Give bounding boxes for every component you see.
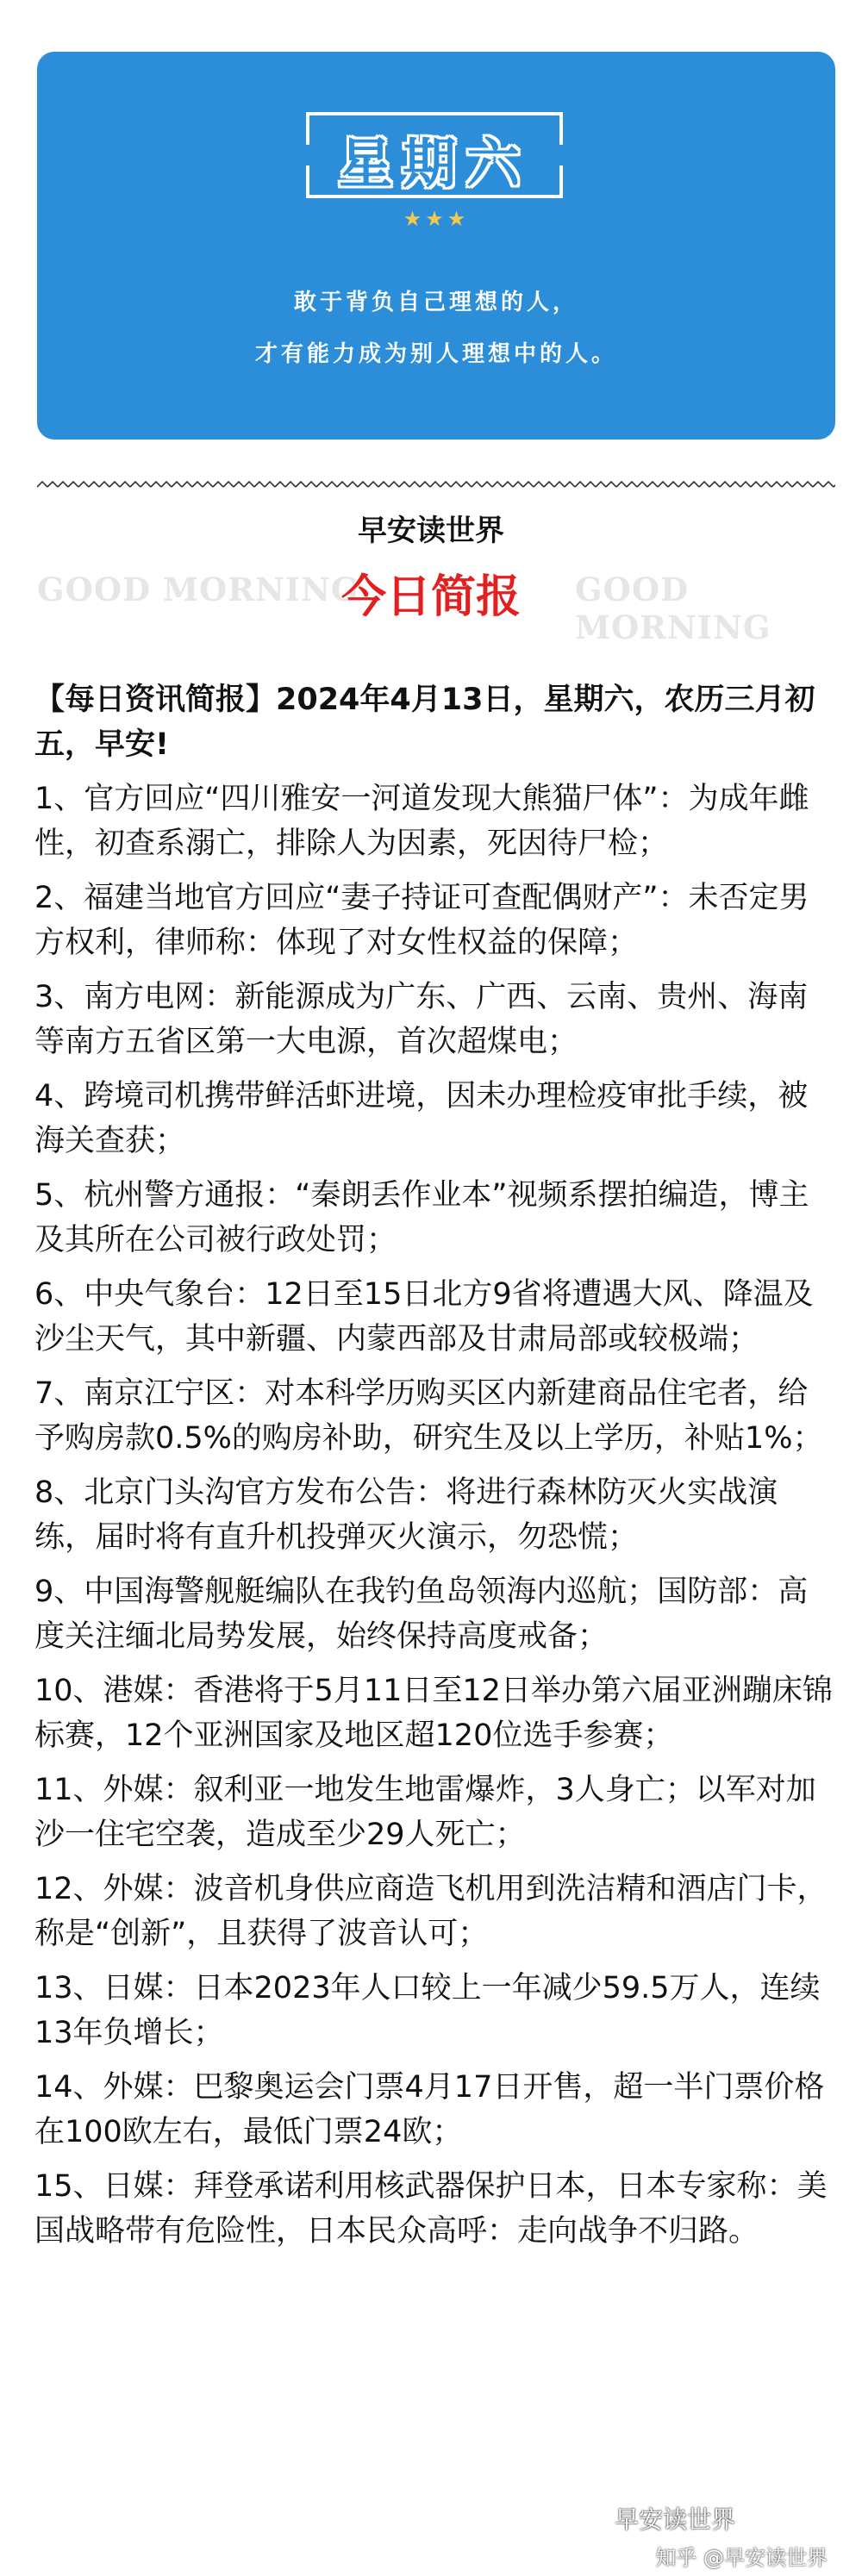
day-title-box (306, 112, 563, 198)
news-item: 14、外媒：巴黎奥运会门票4月17日开售，超一半门票价格在100欧左右，最低门票24欧； (34, 2070, 825, 2149)
news-item: 13、日媒：日本2023年人口较上一年减少59.5万人，连续13年负增长； (34, 1971, 821, 2050)
lead-paragraph: 【每日资讯简报】2024年4月13日，星期六，农历三月初五，早安! (34, 683, 815, 762)
zigzag-divider (37, 479, 835, 490)
news-item: 15、日媒：拜登承诺利用核武器保护日本，日本专家称：美国战略带有危险性，日本民众高呼：走向战争不归路。 (34, 2169, 828, 2249)
good-morning-left: GOOD MORNING (37, 571, 359, 608)
day-title: 星期六 (338, 132, 530, 195)
news-item: 4、跨境司机携带鲜活虾进境，因未办理检疫审批手续，被海关查获； (34, 1079, 809, 1158)
page-title: 今日简报 (340, 571, 521, 623)
news-item: 1、官方回应“四川雅安一河道发现大熊猫尸体”：为成年雌性，初查系溺亡，排除人为因素，死因待尸检； (34, 782, 809, 861)
header-banner (37, 52, 835, 440)
motto-line-1: 敢于背负自己理想的人， (293, 290, 578, 315)
news-item: 12、外媒：波音机身供应商造飞机用到洗洁精和酒店门卡，称是“创新”，且获得了波音认可； (34, 1872, 828, 1951)
news-item: 2、福建当地官方回应“妻子持证可查配偶财产”：未否定男方权利，律师称：体现了对女性权益的保障； (34, 881, 809, 960)
footer-credit: 知乎 @早安读世界 (655, 2546, 828, 2570)
news-item: 6、中央气象台：12日至15日北方9省将遭遇大风、降温及沙尘天气，其中新疆、内蒙西部及甘肃局部或较极端； (34, 1277, 814, 1357)
watermark-text: 早安读世界 (615, 2505, 736, 2534)
news-item: 7、南京江宁区：对本科学历购买区内新建商品住宅者，给予购房款0.5%的购房补助，研究生及以上学历，补贴1%； (34, 1376, 823, 1456)
news-list (34, 677, 836, 2263)
news-item: 9、中国海警舰艇编队在我钓鱼岛领海内巡航；国防部：高度关注缅北局势发展，始终保持高度戒备； (34, 1575, 809, 1654)
motto-line-2: 才有能力成为别人理想中的人。 (254, 341, 617, 367)
stars-decoration: ★★★ (403, 207, 470, 231)
news-item: 5、杭州警方通报：“秦朗丢作业本”视频系摆拍编造，博主及其所在公司被行政处罚； (34, 1178, 809, 1257)
wechat-icon (578, 2503, 607, 2527)
news-item: 10、港媒：香港将于5月11日至12日举办第六届亚洲蹦床锦标赛，12个亚洲国家及地区超120位选手参赛； (34, 1674, 833, 1753)
good-morning-right: GOOD MORNING (575, 571, 771, 646)
news-item: 8、北京门头沟官方发布公告：将进行森林防灭火实战演练，届时将有直升机投弹灭火演示，勿恐慌； (34, 1475, 778, 1555)
brand-name: 早安读世界 (358, 514, 504, 548)
news-item: 11、外媒：叙利亚一地发生地雷爆炸，3人身亡；以军对加沙一住宅空袭，造成至少29人死亡； (34, 1773, 816, 1852)
news-item: 3、南方电网：新能源成为广东、广西、云南、贵州、海南等南方五省区第一大电源，首次超煤电； (34, 980, 809, 1059)
